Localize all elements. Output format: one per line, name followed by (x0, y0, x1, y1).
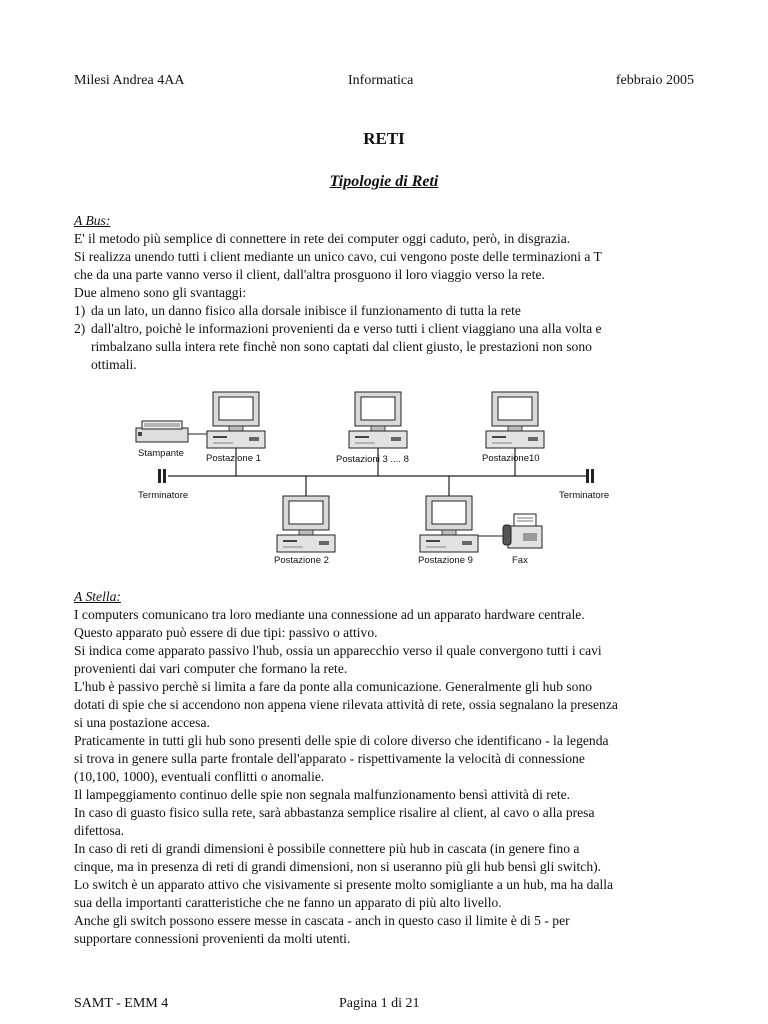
header-author: Milesi Andrea 4AA (74, 73, 185, 88)
header-subject: Informatica (348, 73, 414, 88)
list-line: dall'altro, poichè le informazioni provenienti da e verso tutti i client viaggiano una alla volta e (91, 321, 602, 336)
star-line: si una postazione accesa. (74, 715, 210, 730)
computer-icon (207, 392, 265, 448)
pc2-label: Postazione 2 (274, 555, 329, 566)
footer-page-number: Pagina 1 di 21 (339, 996, 420, 1011)
star-line: provenienti dai vari computer che formano la rete. (74, 661, 348, 676)
star-line: supportare connessioni provenienti da molti utenti. (74, 931, 351, 946)
star-line: si trova in genere sulla parte frontale dell'apparato - rispettivamente la velocità di connessione (74, 751, 585, 766)
list-line: rimbalzano sulla intera rete finchè non sono captati dal client giusto, le prestazioni non sono (91, 339, 592, 354)
bus-heading: A Bus: (74, 213, 111, 228)
pc1-label: Postazione 1 (206, 453, 261, 464)
fax-icon (478, 514, 542, 548)
bus-line: che da una parte vanno verso il client, dall'altra prosguono il loro viaggio verso la rete. (74, 267, 545, 282)
computer-icon (349, 392, 407, 448)
star-heading: A Stella: (74, 589, 121, 604)
star-line: I computers comunicano tra loro mediante una connessione ad un apparato hardware centrale. (74, 607, 585, 622)
star-line: Questo apparato può essere di due tipi: passivo o attivo. (74, 625, 378, 640)
star-line: L'hub è passivo perchè si limita a fare da ponte alla comunicazione. Generalmente gli hub sono (74, 679, 593, 694)
star-line: In caso di reti di grandi dimensioni è possibile connettere più hub in cascata (in genere fino a (74, 841, 580, 856)
printer-icon (136, 421, 213, 442)
header-date: febbraio 2005 (615, 73, 694, 88)
bus-topology-diagram (130, 386, 630, 571)
computer-icon (486, 392, 544, 448)
bus-section (74, 212, 694, 374)
pc3-label: Postazioni 3 .... 8 (336, 454, 409, 465)
list-item (74, 302, 694, 320)
bus-line: Si realizza unendo tutti i client mediante un unico cavo, cui vengono poste delle terminazioni a T (74, 249, 602, 264)
star-line: (10,100, 1000), eventuali conflitti o anomalie. (74, 769, 325, 784)
pc10-label: Postazione10 (482, 453, 540, 464)
star-line: Si indica come apparato passivo l'hub, ossia un apparecchio verso il quale convergono tutti i cavi (74, 643, 602, 658)
terminator-right-icon (586, 469, 594, 483)
star-line: dotati di spie che si accendono non appena viene rilevata attività di rete, ossia segnalano la presenza (74, 697, 618, 712)
star-line: sua della importanti caratteristiche che ne fanno un apparato di più alto livello. (74, 895, 502, 910)
fax-label: Fax (512, 555, 528, 566)
pc9-label: Postazione 9 (418, 555, 473, 566)
list-number: 2) (74, 321, 86, 336)
star-line: cinque, ma in presenza di reti di grandi dimensioni, non si useranno più gli hub bensì gli switch). (74, 859, 602, 874)
star-line: Lo switch è un apparato attivo che visivamente si presente molto somigliante a un hub, ma ha dalla (74, 877, 614, 892)
list-number: 1) (74, 303, 86, 318)
bus-line: Due almeno sono gli svantaggi: (74, 285, 247, 300)
terminator-left-icon (158, 469, 166, 483)
page-subtitle: Tipologie di Reti (329, 173, 439, 190)
computer-icon (420, 496, 478, 552)
footer-left: SAMT - EMM 4 (74, 996, 169, 1011)
star-section (74, 588, 694, 948)
printer-label: Stampante (138, 448, 184, 459)
terminator-right-label: Terminatore (559, 490, 610, 501)
star-line: In caso di guasto fisico sulla rete, sarà abbastanza semplice risalire al client, al cavo o alla presa (74, 805, 595, 820)
star-line: difettosa. (74, 823, 125, 838)
bus-line: E' il metodo più semplice di connettere in rete dei computer oggi caduto, però, in disgrazia. (74, 231, 571, 246)
star-line: Il lampeggiamento continuo delle spie non segnala malfunzionamento bensì attività di rete. (74, 787, 571, 802)
terminator-left-label: Terminatore (138, 490, 189, 501)
page-title: RETI (363, 129, 405, 148)
computer-icon (277, 496, 335, 552)
star-line: Praticamente in tutti gli hub sono presenti delle spie di colore diverso che identificano - la legenda (74, 733, 609, 748)
list-item (74, 320, 694, 374)
list-line: da un lato, un danno fisico alla dorsale inibisce il funzionamento di tutta la rete (91, 303, 521, 318)
list-line: ottimali. (91, 357, 137, 372)
star-line: Anche gli switch possono essere messe in cascata - anch in questo caso il limite è di 5 - per (74, 913, 570, 928)
